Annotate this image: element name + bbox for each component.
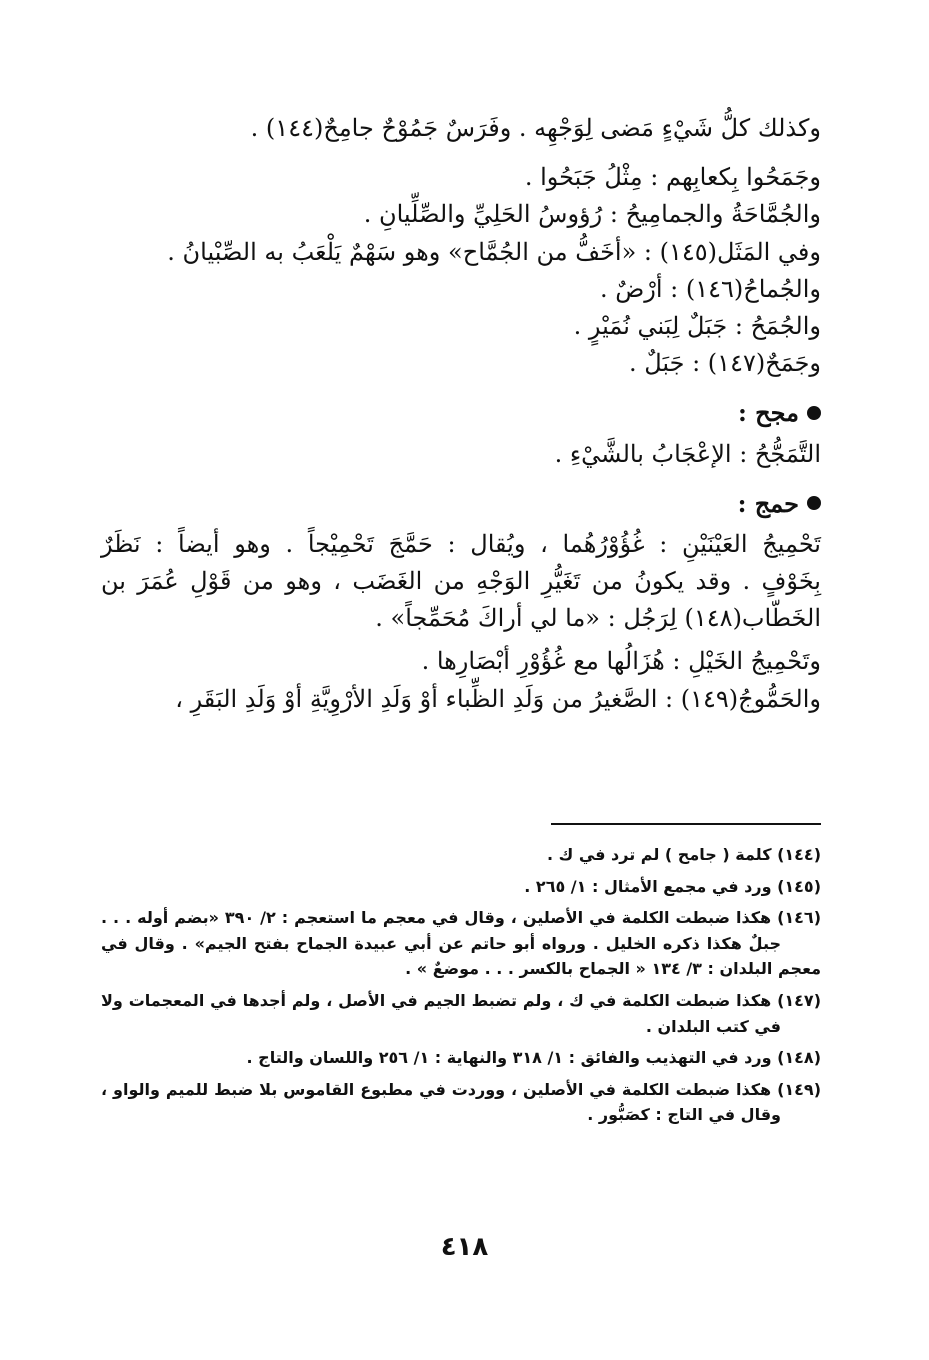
entry-heading-label: حمج : (737, 488, 799, 518)
paragraph-line: تَحْمِيجُ العَيْنَيْنِ : غُؤُوْرُهُما ، ويُقال : حَمَّجَ تَحْمِيْجاً . وهو أيضاً : نَظَرٌ (101, 529, 821, 558)
footnote-line: (١٤٩) هكذا ضبطت الكلمة في الأصلين ، ووردت في مطبوع القاموس بلا ضبط للميم والواو ، (101, 1079, 821, 1099)
page-number: ٤١٨ (440, 1232, 489, 1262)
text-line: وجَمَحُوا بِكعابِهم : مِثْلُ جَبَحُوا . (524, 163, 821, 192)
text-line: التَّمَجُّحُ : الإعْجَابُ بالشَّيْءِ . (554, 439, 821, 468)
footnote-line: (١٤٨) ورد في التهذيب والفائق : ١/ ٣١٨ والنهاية : ١/ ٢٥٦ واللسان والتاج . (246, 1048, 821, 1068)
footnote-divider (551, 823, 821, 825)
footnote-line: وقال في التاج : كصَبُّور . (587, 1105, 781, 1125)
footnote-line: (١٤٥) ورد في مجمع الأمثال : ١/ ٢٦٥ . (524, 876, 821, 896)
text-line: وجَمَحٌ(١٤٧) : جَبَلٌ . (628, 349, 821, 378)
footnote (101, 1077, 821, 1128)
footnote-line: (١٤٤) كلمة ( جامح ) لم ترد في ك . (546, 845, 821, 864)
footnote (101, 1045, 821, 1071)
bullet-icon (807, 406, 821, 420)
text-line: والجُمَحُ : جَبَلٌ لِبَني نُمَيْرٍ . (573, 311, 821, 340)
main-text (101, 110, 821, 718)
paragraph-line: الخَطّاب(١٤٨) لِرَجُل : «ما لي أراكَ مُحَمِّجاً» . (375, 604, 821, 633)
text-line: وفي المَثَل(١٤٥) : «أخَفُّ من الجُمَّاح» وهو سَهْمٌ يَلْعَبُ به الصِّبْيانُ . (167, 237, 821, 266)
paragraph-line: بِخَوْفٍ . وقد يكونُ من تَغَيُّرِ الوَجْهِ من الغَضَب ، وهو من قَوْلِ عُمَرَ بن (101, 567, 821, 596)
footnote-line: جبلٌ هكذا ذكره الخليل . ورواه أبو حاتم عن أبي عبيدة الجماح بفتح الجيم» . وقال في (101, 933, 781, 953)
text-line: والجُمَّاحَةُ والجمامِيحُ : رُؤوسُ الحَلِيِّ والصِّلِّيانِ . (363, 200, 821, 229)
footnote (101, 905, 821, 982)
text-line: والحَمُّوجُ(١٤٩) : الصَّغيرُ من وَلَدِ الظِّباء أوْ وَلَدِ الأرْوِيَّةِ أوْ وَلَدِ البَقَرِ ، (175, 684, 821, 713)
footnote (101, 988, 821, 1039)
footnote-line: معجم البلدان : ٣/ ١٣٤ « الجماح بالكسر . . . موضعٌ » . (405, 959, 821, 979)
footnote (101, 842, 821, 868)
bullet-icon (807, 496, 821, 510)
text-line: وكذلك كلُّ شَيْءٍ مَضى لِوَجْهِه . وفَرَسٌ جَمُوْحٌ جامِحٌ(١٤٤) . (250, 114, 821, 142)
footnote-line: (١٤٦) هكذا ضبطت الكلمة في الأصلين ، وقال في معجم ما استعجم : ٢/ ٣٩٠ «بضم أوله . . . (101, 908, 821, 928)
entry-heading (101, 485, 821, 522)
entry-heading (101, 394, 821, 431)
text-line: وتَحْمِيجُ الخَيْلِ : هُزَالُها مع غُؤُوْرِ أبْصَارِها . (421, 647, 821, 676)
footnotes (101, 842, 821, 1134)
footnote-line: (١٤٧) هكذا ضبطت الكلمة في ك ، ولم تضبط الجيم في الأصل ، ولم أجدها في المعجمات ولا (101, 990, 821, 1010)
footnote-line: في كتب البلدان . (645, 1016, 781, 1036)
entry-heading-label: مجح : (737, 398, 799, 428)
text-line: والجُماحُ(١٤٦) : أرْضٌ . (599, 274, 821, 303)
footnote (101, 874, 821, 900)
